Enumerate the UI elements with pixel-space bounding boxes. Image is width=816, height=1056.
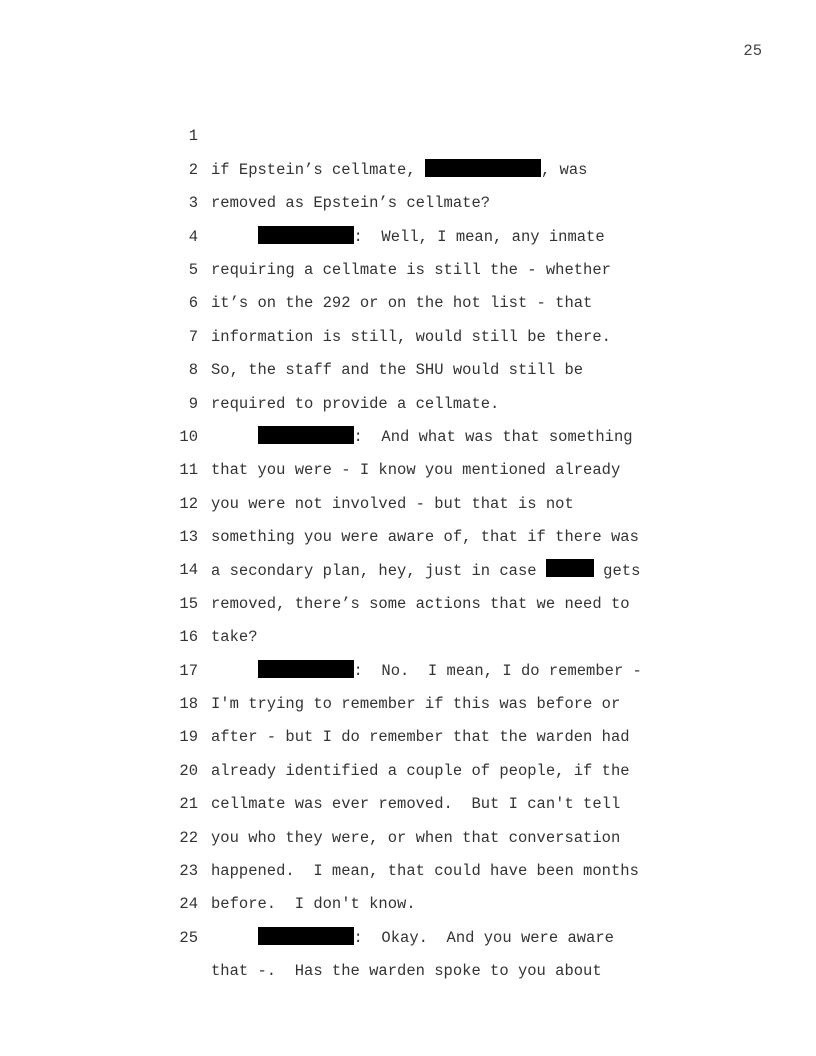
line-number: 2 <box>188 160 198 179</box>
line-number: 15 <box>179 594 198 613</box>
line-text: already identified a couple of people, if the <box>211 761 630 780</box>
line-text: : No. I mean, I do remember - <box>211 655 642 688</box>
page-number: 25 <box>743 42 762 60</box>
line-text: : Okay. And you were aware <box>211 922 614 955</box>
line-number: 4 <box>188 227 198 246</box>
transcript-line <box>0 87 816 179</box>
line-text: : And what was that something <box>211 421 633 454</box>
line-number: 23 <box>179 862 198 880</box>
line-text: removed as Epstein’s cellmate? <box>211 194 491 213</box>
line-number: 19 <box>179 728 198 747</box>
line-number: 14 <box>179 561 198 580</box>
line-number: 13 <box>179 528 198 547</box>
line-text: you were not involved - but that is not <box>211 494 574 513</box>
line-text: something you were aware of, that if there was <box>211 528 639 547</box>
speaker-redaction-box <box>258 927 354 945</box>
line-text: it’s on the 292 or on the hot list - that <box>211 294 593 313</box>
line-text: a secondary plan, hey, just in case gets <box>211 555 640 588</box>
line-text: cellmate was ever removed. But I can't tell <box>211 795 621 814</box>
line-number: 16 <box>179 628 198 647</box>
line-text: you who they were, or when that conversation <box>211 828 621 847</box>
line-text: happened. I mean, that could have been months <box>211 862 639 881</box>
line-text: So, the staff and the SHU would still be <box>211 361 584 380</box>
line-text: requiring a cellmate is still the - whether <box>211 260 611 279</box>
line-text: after - but I do remember that the warden had <box>211 728 630 747</box>
line-number: 10 <box>179 427 198 446</box>
line-text: that -. Has the warden spoke to you about <box>211 962 602 981</box>
line-number: 6 <box>188 294 198 313</box>
line-number: 1 <box>188 127 198 146</box>
line-number: 18 <box>179 695 198 714</box>
line-text: required to provide a cellmate. <box>211 394 500 413</box>
line-text: : Well, I mean, any inmate <box>211 221 605 254</box>
line-number: 7 <box>188 327 198 346</box>
line-number: 12 <box>179 494 198 513</box>
line-text: that you were - I know you mentioned already <box>211 461 621 480</box>
line-number: 9 <box>188 394 198 413</box>
line-number: 20 <box>179 761 198 780</box>
line-text: before. I don't know. <box>211 895 416 914</box>
line-number: 21 <box>179 795 198 814</box>
line-number: 22 <box>179 828 198 847</box>
line-number: 17 <box>179 661 198 680</box>
line-number: 3 <box>188 194 198 213</box>
line-text: if Epstein’s cellmate, , was <box>211 154 587 187</box>
line-number: 5 <box>188 260 198 279</box>
line-number: 11 <box>179 461 198 480</box>
line-text: I'm trying to remember if this was before or <box>211 695 621 714</box>
line-text: take? <box>211 628 258 647</box>
transcript-body <box>0 87 816 981</box>
line-number: 25 <box>179 928 198 947</box>
line-number: 24 <box>179 895 198 914</box>
line-text: information is still, would still be there. <box>211 327 611 346</box>
line-number: 8 <box>188 361 198 380</box>
line-text: removed, there’s some actions that we need to <box>211 594 630 613</box>
